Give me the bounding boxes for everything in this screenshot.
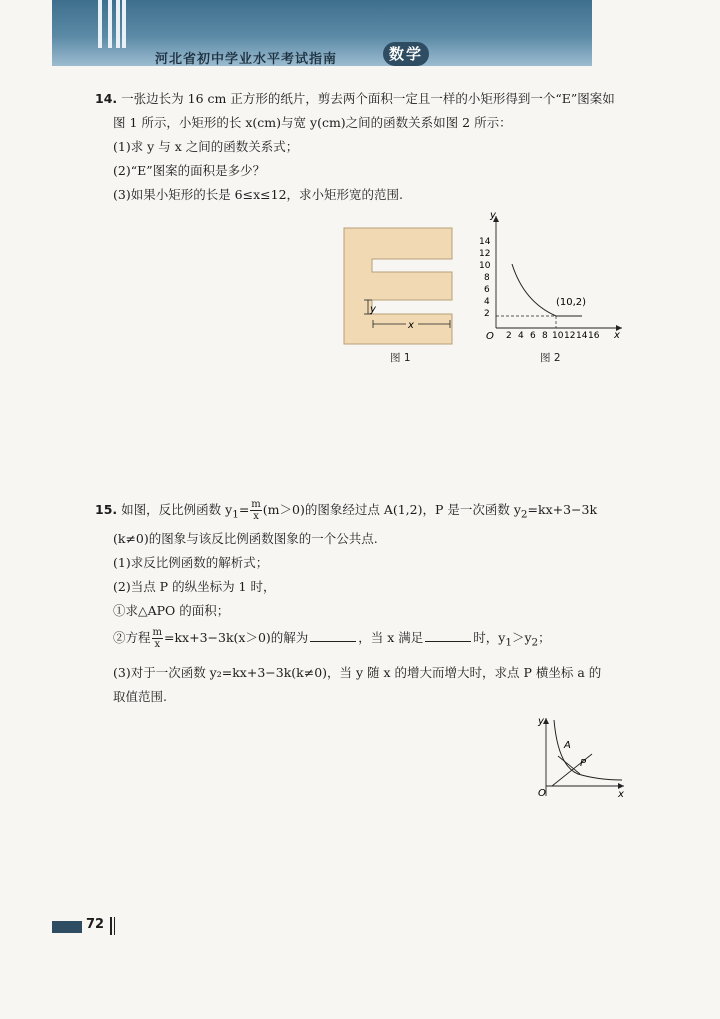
page-number-bar [52,921,82,933]
q15-part-1: (1)求反比例函数的解析式； [113,554,269,570]
q15-text-6f: ； [538,629,551,645]
fig2-axis-y-label: y [490,210,496,221]
q15-frac2-num: m [152,626,162,638]
q15-line-1 [95,498,640,527]
e-shape [344,228,452,344]
q14-part-2: (2)“E”图案的面积是多少？ [113,163,266,178]
fig2-origin-label: O [486,331,494,342]
page-tick-thin [114,917,115,935]
q15-part-3-cont: 取值范围. [113,689,167,704]
q15-part-2: (2)当点 P 的纵坐标为 1 时， [113,578,276,594]
q15-sub-6-1: 1 [505,636,512,648]
fig2-ytick-12: 12 [479,249,491,259]
page-number: 72 [86,917,105,932]
figure-q15-graph [532,712,632,802]
q15-axis-y-label: y [538,716,544,727]
q15-fraction-2 [152,627,163,650]
fig2-ytick-2: 2 [484,309,490,319]
figure-2-graph [472,210,632,345]
fig2-xtick-10: 10 [552,331,564,341]
q15-text-1d: =kx+3−3k [527,502,598,517]
fig2-ytick-4: 4 [484,297,490,307]
q14-text-1: 一张边长为 16 cm 正方形的纸片，剪去两个面积一定且一样的小矩形得到一个“E”图案如 [121,91,615,106]
q15-text-6a: ②方程 [113,629,151,645]
q15-frac-num: m [251,499,261,510]
fig2-curve [512,264,582,316]
q15-label-a: A [564,740,571,751]
fig2-x-ticks [506,331,600,341]
fig2-xtick-4: 4 [518,331,524,341]
fig2-axis-x-label: x [614,330,620,341]
question-15 [95,498,640,709]
q15-sub-1: 1 [232,508,239,521]
q15-text-6d: 时，y [473,629,506,645]
fig2-xtick-12: 12 [564,331,576,341]
fig2-point-label: (10,2) [556,297,587,308]
figure-1-e-shape [340,224,455,349]
fig2-ytick-14: 14 [479,237,491,247]
fig2-y-ticks [479,237,491,319]
book-title: 河北省初中学业水平考试指南 [155,52,338,67]
fig2-xtick-6: 6 [530,331,536,341]
fig2-ytick-10: 10 [479,261,491,271]
q15-fraction-m-over-x [250,499,261,522]
q15-text-6c: ，当 x 满足 [358,629,424,645]
q15-frac2-den: x [154,638,161,650]
q15-text-6e: ＞y [511,629,532,645]
q15-label-p: P [580,758,587,769]
page-header [0,0,720,70]
answer-blank-1[interactable] [310,629,356,642]
question-14 [95,87,640,207]
q14-line-2: 图 1 所示，小矩形的长 x(cm)与宽 y(cm)之间的函数关系如图 2 所示： [113,115,512,130]
q15-text-1a: 如图，反比例函数 y [121,502,233,517]
figure-1-caption: 图 1 [390,352,411,364]
fig2-xtick-14: 14 [576,331,588,341]
subject-badge: 数学 [383,42,429,66]
fig1-label-y: y [370,304,376,315]
q15-text-1b: = [238,502,250,517]
page-tick [110,917,112,935]
q15-axis-x-label: x [618,789,624,800]
figure-2-caption: 图 2 [540,352,561,364]
fig2-xtick-2: 2 [506,331,512,341]
q15-text-6b: =kx+3−3k(x＞0)的解为 [164,629,309,645]
q15-line-2: (k≠0)的图象与该反比例函数图象的一个公共点. [113,530,378,546]
answer-blank-2[interactable] [425,629,471,642]
q15-part-2-ii [95,623,640,658]
q15-origin-label: O [538,788,546,799]
q15-frac-den: x [253,511,259,522]
q14-part-3: (3)如果小矩形的长是 6≤x≤12，求小矩形宽的范围. [113,187,404,202]
q15-sub-6-2: 2 [531,636,539,648]
fig2-xtick-8: 8 [542,331,548,341]
q14-part-1: (1)求 y 与 x 之间的函数关系式； [113,139,299,154]
fig2-ytick-6: 6 [484,285,490,295]
q14-line-1 [95,87,640,111]
fig2-xtick-16: 16 [588,331,600,341]
q14-number: 14. [95,91,118,106]
q15-number: 15. [95,502,118,517]
header-stripes [98,0,158,48]
q15-part-3: (3)对于一次函数 y₂=kx+3−3k(k≠0)，当 y 随 x 的增大而增大时，求点 P 横坐标 a 的 [113,665,602,680]
q15-text-1c: (m＞0)的图象经过点 A(1,2)，P 是一次函数 y [262,502,521,517]
q15-part-2-i: ①求△APO 的面积； [113,602,230,618]
q15-line-pa [558,756,580,774]
fig1-label-x: x [408,320,414,331]
q15-sub-2: 2 [520,508,528,521]
fig2-ytick-8: 8 [484,273,490,283]
